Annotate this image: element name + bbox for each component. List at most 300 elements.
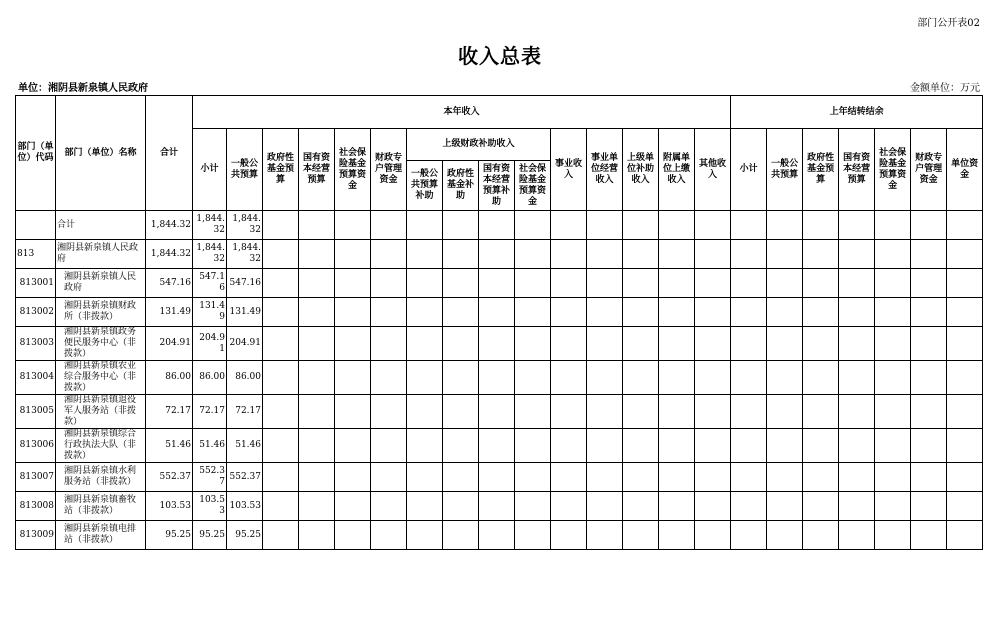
dept-name-cell: 湘阴县新泉镇农业综合服务中心（非拨款） bbox=[56, 361, 146, 395]
table-row bbox=[16, 492, 1000, 521]
header-dept-code: 部门（单位）代码 bbox=[16, 96, 56, 211]
table-row bbox=[16, 429, 1000, 463]
empty-cell bbox=[263, 521, 299, 550]
dept-code-cell: 813004 bbox=[16, 361, 56, 395]
empty-cell bbox=[443, 327, 479, 361]
empty-cell bbox=[407, 492, 443, 521]
empty-cell bbox=[731, 211, 767, 240]
table-row bbox=[16, 269, 1000, 298]
empty-cell bbox=[659, 492, 695, 521]
empty-cell bbox=[767, 395, 803, 429]
dept-code-cell bbox=[16, 211, 56, 240]
empty-cell bbox=[371, 269, 407, 298]
empty-cell bbox=[767, 269, 803, 298]
empty-cell bbox=[803, 492, 839, 521]
subtotal-cell: 131.49 bbox=[193, 298, 227, 327]
header-ly-general-budget: 一般公共预算 bbox=[767, 129, 803, 211]
subtotal-cell: 103.53 bbox=[193, 492, 227, 521]
empty-cell bbox=[911, 327, 947, 361]
subtotal-cell: 547.16 bbox=[193, 269, 227, 298]
empty-cell bbox=[947, 211, 983, 240]
empty-cell bbox=[551, 240, 587, 269]
empty-cell bbox=[587, 269, 623, 298]
dept-code-cell: 813006 bbox=[16, 429, 56, 463]
empty-cell bbox=[911, 463, 947, 492]
total-cell: 1,844.32 bbox=[146, 211, 193, 240]
header-current-year-income: 本年收入 bbox=[193, 96, 731, 129]
empty-cell bbox=[587, 429, 623, 463]
empty-cell bbox=[803, 269, 839, 298]
dept-code-cell: 813007 bbox=[16, 463, 56, 492]
dept-name-cell: 湘阴县新泉镇畜牧站（非拨款） bbox=[56, 492, 146, 521]
empty-cell bbox=[803, 327, 839, 361]
empty-cell bbox=[695, 269, 731, 298]
dept-code-cell: 813005 bbox=[16, 395, 56, 429]
empty-cell bbox=[839, 521, 875, 550]
empty-cell bbox=[803, 298, 839, 327]
empty-cell bbox=[443, 429, 479, 463]
empty-cell bbox=[947, 429, 983, 463]
empty-cell bbox=[767, 327, 803, 361]
total-cell: 552.37 bbox=[146, 463, 193, 492]
empty-cell bbox=[947, 521, 983, 550]
empty-cell bbox=[299, 492, 335, 521]
table-row bbox=[16, 327, 1000, 361]
general-budget-cell: 95.25 bbox=[227, 521, 263, 550]
empty-cell bbox=[551, 492, 587, 521]
empty-cell bbox=[659, 211, 695, 240]
empty-cell bbox=[947, 298, 983, 327]
empty-cell bbox=[659, 327, 695, 361]
empty-cell bbox=[839, 327, 875, 361]
general-budget-cell: 1,844.32 bbox=[227, 240, 263, 269]
empty-cell bbox=[623, 395, 659, 429]
empty-cell bbox=[947, 240, 983, 269]
empty-cell bbox=[551, 269, 587, 298]
header-business-operation: 事业单位经营收入 bbox=[587, 129, 623, 211]
total-cell: 103.53 bbox=[146, 492, 193, 521]
total-cell: 86.00 bbox=[146, 361, 193, 395]
subtotal-cell: 72.17 bbox=[193, 395, 227, 429]
empty-cell bbox=[335, 269, 371, 298]
empty-cell bbox=[695, 463, 731, 492]
empty-cell bbox=[947, 327, 983, 361]
empty-cell bbox=[875, 429, 911, 463]
dept-name-cell: 湘阴县新泉镇电排站（非拨款） bbox=[56, 521, 146, 550]
empty-cell bbox=[587, 298, 623, 327]
empty-cell bbox=[551, 298, 587, 327]
empty-cell bbox=[335, 429, 371, 463]
empty-cell bbox=[515, 429, 551, 463]
empty-cell bbox=[515, 521, 551, 550]
total-cell: 95.25 bbox=[146, 521, 193, 550]
empty-cell bbox=[695, 211, 731, 240]
empty-cell bbox=[659, 361, 695, 395]
dept-name-cell: 湘阴县新泉镇人民政府 bbox=[56, 240, 146, 269]
empty-cell bbox=[911, 521, 947, 550]
empty-cell bbox=[263, 492, 299, 521]
empty-cell bbox=[731, 361, 767, 395]
empty-cell bbox=[407, 211, 443, 240]
empty-cell bbox=[803, 211, 839, 240]
empty-cell bbox=[875, 211, 911, 240]
empty-cell bbox=[407, 298, 443, 327]
empty-cell bbox=[515, 211, 551, 240]
empty-cell bbox=[263, 298, 299, 327]
empty-cell bbox=[659, 240, 695, 269]
empty-cell bbox=[299, 211, 335, 240]
empty-cell bbox=[767, 361, 803, 395]
empty-cell bbox=[515, 269, 551, 298]
empty-cell bbox=[407, 395, 443, 429]
empty-cell bbox=[407, 269, 443, 298]
header-sup-social-fund: 社会保险基金预算资金 bbox=[515, 161, 551, 211]
empty-cell bbox=[299, 395, 335, 429]
empty-cell bbox=[911, 269, 947, 298]
general-budget-cell: 204.91 bbox=[227, 327, 263, 361]
header-ly-subtotal: 小计 bbox=[731, 129, 767, 211]
empty-cell bbox=[443, 269, 479, 298]
form-number: 部门公开表02 bbox=[917, 18, 980, 29]
table-body bbox=[16, 211, 1000, 550]
empty-cell bbox=[695, 429, 731, 463]
header-sup-gov-fund: 政府性基金补助 bbox=[443, 161, 479, 211]
empty-cell bbox=[263, 269, 299, 298]
subtotal-cell: 204.91 bbox=[193, 327, 227, 361]
header-affiliated-income: 附属单位上缴收入 bbox=[659, 129, 695, 211]
header-sup-state-capital: 国有资本经营预算补助 bbox=[479, 161, 515, 211]
empty-cell bbox=[623, 492, 659, 521]
empty-cell bbox=[515, 395, 551, 429]
empty-cell bbox=[335, 298, 371, 327]
subtotal-cell: 95.25 bbox=[193, 521, 227, 550]
header-state-capital: 国有资本经营预算 bbox=[299, 129, 335, 211]
empty-cell bbox=[263, 395, 299, 429]
subtotal-cell: 552.37 bbox=[193, 463, 227, 492]
empty-cell bbox=[623, 327, 659, 361]
empty-cell bbox=[875, 361, 911, 395]
empty-cell bbox=[299, 269, 335, 298]
total-cell: 547.16 bbox=[146, 269, 193, 298]
empty-cell bbox=[803, 521, 839, 550]
header-business-income: 事业收入 bbox=[551, 129, 587, 211]
empty-cell bbox=[659, 463, 695, 492]
empty-cell bbox=[695, 395, 731, 429]
empty-cell bbox=[443, 298, 479, 327]
empty-cell bbox=[335, 211, 371, 240]
empty-cell bbox=[767, 429, 803, 463]
empty-cell bbox=[551, 429, 587, 463]
header-social-fund: 社会保险基金预算资金 bbox=[335, 129, 371, 211]
empty-cell bbox=[371, 521, 407, 550]
header-superior-unit-subsidy: 上级单位补助收入 bbox=[623, 129, 659, 211]
empty-cell bbox=[731, 327, 767, 361]
empty-cell bbox=[839, 429, 875, 463]
empty-cell bbox=[767, 521, 803, 550]
empty-cell bbox=[443, 211, 479, 240]
empty-cell bbox=[335, 327, 371, 361]
empty-cell bbox=[587, 463, 623, 492]
empty-cell bbox=[767, 211, 803, 240]
dept-code-cell: 813003 bbox=[16, 327, 56, 361]
general-budget-cell: 86.00 bbox=[227, 361, 263, 395]
empty-cell bbox=[551, 361, 587, 395]
subtotal-cell: 51.46 bbox=[193, 429, 227, 463]
empty-cell bbox=[803, 429, 839, 463]
empty-cell bbox=[803, 240, 839, 269]
empty-cell bbox=[443, 361, 479, 395]
header-last-year-carryover: 上年结转结余 bbox=[731, 96, 983, 129]
empty-cell bbox=[947, 463, 983, 492]
empty-cell bbox=[875, 327, 911, 361]
empty-cell bbox=[371, 298, 407, 327]
empty-cell bbox=[479, 327, 515, 361]
empty-cell bbox=[479, 298, 515, 327]
empty-cell bbox=[479, 429, 515, 463]
empty-cell bbox=[947, 269, 983, 298]
empty-cell bbox=[587, 211, 623, 240]
empty-cell bbox=[371, 395, 407, 429]
empty-cell bbox=[515, 327, 551, 361]
empty-cell bbox=[623, 361, 659, 395]
empty-cell bbox=[407, 327, 443, 361]
empty-cell bbox=[947, 492, 983, 521]
header-ly-fiscal-special: 财政专户管理资金 bbox=[911, 129, 947, 211]
empty-cell bbox=[299, 240, 335, 269]
empty-cell bbox=[695, 327, 731, 361]
header-ly-gov-fund: 政府性基金预算 bbox=[803, 129, 839, 211]
empty-cell bbox=[839, 463, 875, 492]
empty-cell bbox=[479, 521, 515, 550]
empty-cell bbox=[803, 361, 839, 395]
empty-cell bbox=[803, 463, 839, 492]
empty-cell bbox=[407, 429, 443, 463]
empty-cell bbox=[731, 463, 767, 492]
unit-label: 单位：湘阴县新泉镇人民政府 bbox=[18, 83, 148, 94]
dept-name-cell: 湘阴县新泉镇财政所（非拨款） bbox=[56, 298, 146, 327]
empty-cell bbox=[407, 463, 443, 492]
empty-cell bbox=[335, 463, 371, 492]
empty-cell bbox=[767, 298, 803, 327]
total-cell: 72.17 bbox=[146, 395, 193, 429]
empty-cell bbox=[443, 240, 479, 269]
header-general-budget: 一般公共预算 bbox=[227, 129, 263, 211]
empty-cell bbox=[767, 463, 803, 492]
total-cell: 51.46 bbox=[146, 429, 193, 463]
empty-cell bbox=[731, 240, 767, 269]
general-budget-cell: 103.53 bbox=[227, 492, 263, 521]
empty-cell bbox=[875, 298, 911, 327]
header-superior-subsidy: 上级财政补助收入 bbox=[407, 129, 551, 161]
empty-cell bbox=[695, 240, 731, 269]
empty-cell bbox=[263, 327, 299, 361]
empty-cell bbox=[911, 492, 947, 521]
empty-cell bbox=[443, 492, 479, 521]
empty-cell bbox=[371, 463, 407, 492]
empty-cell bbox=[731, 269, 767, 298]
table-row bbox=[16, 361, 1000, 395]
empty-cell bbox=[875, 492, 911, 521]
empty-cell bbox=[515, 463, 551, 492]
header-ly-social-fund: 社会保险基金预算资金 bbox=[875, 129, 911, 211]
dept-name-cell: 湘阴县新泉镇人民政府 bbox=[56, 269, 146, 298]
empty-cell bbox=[371, 492, 407, 521]
empty-cell bbox=[263, 211, 299, 240]
empty-cell bbox=[371, 361, 407, 395]
empty-cell bbox=[479, 269, 515, 298]
empty-cell bbox=[587, 361, 623, 395]
page-title: 收入总表 bbox=[458, 44, 542, 68]
header-dept-name: 部门（单位）名称 bbox=[56, 96, 146, 211]
empty-cell bbox=[875, 269, 911, 298]
total-cell: 1,844.32 bbox=[146, 240, 193, 269]
subtotal-cell: 1,844.32 bbox=[193, 211, 227, 240]
empty-cell bbox=[443, 521, 479, 550]
empty-cell bbox=[839, 492, 875, 521]
empty-cell bbox=[479, 492, 515, 521]
empty-cell bbox=[371, 211, 407, 240]
empty-cell bbox=[587, 395, 623, 429]
empty-cell bbox=[479, 463, 515, 492]
dept-code-cell: 813009 bbox=[16, 521, 56, 550]
empty-cell bbox=[443, 395, 479, 429]
general-budget-cell: 72.17 bbox=[227, 395, 263, 429]
subtotal-cell: 86.00 bbox=[193, 361, 227, 395]
empty-cell bbox=[731, 521, 767, 550]
dept-code-cell: 813 bbox=[16, 240, 56, 269]
empty-cell bbox=[695, 521, 731, 550]
empty-cell bbox=[623, 521, 659, 550]
dept-name-cell: 湘阴县新泉镇综合行政执法大队（非拨款） bbox=[56, 429, 146, 463]
empty-cell bbox=[299, 327, 335, 361]
empty-cell bbox=[263, 463, 299, 492]
empty-cell bbox=[443, 463, 479, 492]
table-row bbox=[16, 298, 1000, 327]
empty-cell bbox=[479, 395, 515, 429]
empty-cell bbox=[839, 269, 875, 298]
empty-cell bbox=[695, 298, 731, 327]
empty-cell bbox=[551, 395, 587, 429]
empty-cell bbox=[875, 521, 911, 550]
empty-cell bbox=[839, 240, 875, 269]
subtotal-cell: 1,844.32 bbox=[193, 240, 227, 269]
empty-cell bbox=[587, 240, 623, 269]
empty-cell bbox=[515, 492, 551, 521]
table-row bbox=[16, 463, 1000, 492]
empty-cell bbox=[407, 521, 443, 550]
empty-cell bbox=[911, 298, 947, 327]
empty-cell bbox=[371, 429, 407, 463]
table-row bbox=[16, 240, 1000, 269]
empty-cell bbox=[263, 429, 299, 463]
dept-name-cell: 合计 bbox=[56, 211, 146, 240]
dept-name-cell: 湘阴县新泉镇退役军人服务站（非拨款） bbox=[56, 395, 146, 429]
empty-cell bbox=[299, 429, 335, 463]
empty-cell bbox=[623, 240, 659, 269]
dept-name-cell: 湘阴县新泉镇水利服务站（非拨款） bbox=[56, 463, 146, 492]
empty-cell bbox=[767, 492, 803, 521]
total-cell: 204.91 bbox=[146, 327, 193, 361]
empty-cell bbox=[839, 395, 875, 429]
empty-cell bbox=[659, 298, 695, 327]
table-row bbox=[16, 395, 1000, 429]
empty-cell bbox=[767, 240, 803, 269]
empty-cell bbox=[659, 395, 695, 429]
empty-cell bbox=[623, 298, 659, 327]
dept-code-cell: 813002 bbox=[16, 298, 56, 327]
header-other-income: 其他收入 bbox=[695, 129, 731, 211]
empty-cell bbox=[299, 298, 335, 327]
empty-cell bbox=[911, 429, 947, 463]
empty-cell bbox=[587, 327, 623, 361]
empty-cell bbox=[407, 361, 443, 395]
header-ly-unit-fund: 单位资金 bbox=[947, 129, 983, 211]
dept-code-cell: 813008 bbox=[16, 492, 56, 521]
empty-cell bbox=[947, 395, 983, 429]
empty-cell bbox=[623, 463, 659, 492]
empty-cell bbox=[911, 395, 947, 429]
empty-cell bbox=[299, 361, 335, 395]
empty-cell bbox=[731, 298, 767, 327]
empty-cell bbox=[731, 429, 767, 463]
general-budget-cell: 547.16 bbox=[227, 269, 263, 298]
empty-cell bbox=[299, 521, 335, 550]
general-budget-cell: 552.37 bbox=[227, 463, 263, 492]
general-budget-cell: 131.49 bbox=[227, 298, 263, 327]
empty-cell bbox=[911, 211, 947, 240]
empty-cell bbox=[515, 298, 551, 327]
empty-cell bbox=[875, 463, 911, 492]
empty-cell bbox=[623, 269, 659, 298]
empty-cell bbox=[659, 521, 695, 550]
empty-cell bbox=[551, 463, 587, 492]
table-row bbox=[16, 211, 1000, 240]
empty-cell bbox=[551, 521, 587, 550]
empty-cell bbox=[911, 240, 947, 269]
empty-cell bbox=[515, 240, 551, 269]
empty-cell bbox=[551, 211, 587, 240]
empty-cell bbox=[587, 521, 623, 550]
empty-cell bbox=[731, 395, 767, 429]
header-total: 合计 bbox=[146, 96, 193, 211]
empty-cell bbox=[263, 240, 299, 269]
empty-cell bbox=[839, 211, 875, 240]
header-fiscal-special: 财政专户管理资金 bbox=[371, 129, 407, 211]
empty-cell bbox=[335, 492, 371, 521]
empty-cell bbox=[299, 463, 335, 492]
table-row bbox=[16, 521, 1000, 550]
empty-cell bbox=[479, 240, 515, 269]
empty-cell bbox=[695, 492, 731, 521]
dept-name-cell: 湘阴县新泉镇政务便民服务中心（非拨款） bbox=[56, 327, 146, 361]
header-gov-fund: 政府性基金预算 bbox=[263, 129, 299, 211]
empty-cell bbox=[803, 395, 839, 429]
empty-cell bbox=[587, 492, 623, 521]
empty-cell bbox=[731, 492, 767, 521]
dept-code-cell: 813001 bbox=[16, 269, 56, 298]
empty-cell bbox=[695, 361, 731, 395]
total-cell: 131.49 bbox=[146, 298, 193, 327]
header-ly-state-capital: 国有资本经营预算 bbox=[839, 129, 875, 211]
empty-cell bbox=[371, 240, 407, 269]
empty-cell bbox=[875, 395, 911, 429]
general-budget-cell: 51.46 bbox=[227, 429, 263, 463]
empty-cell bbox=[371, 327, 407, 361]
empty-cell bbox=[479, 361, 515, 395]
income-summary-table bbox=[15, 95, 1000, 550]
empty-cell bbox=[659, 429, 695, 463]
empty-cell bbox=[947, 361, 983, 395]
